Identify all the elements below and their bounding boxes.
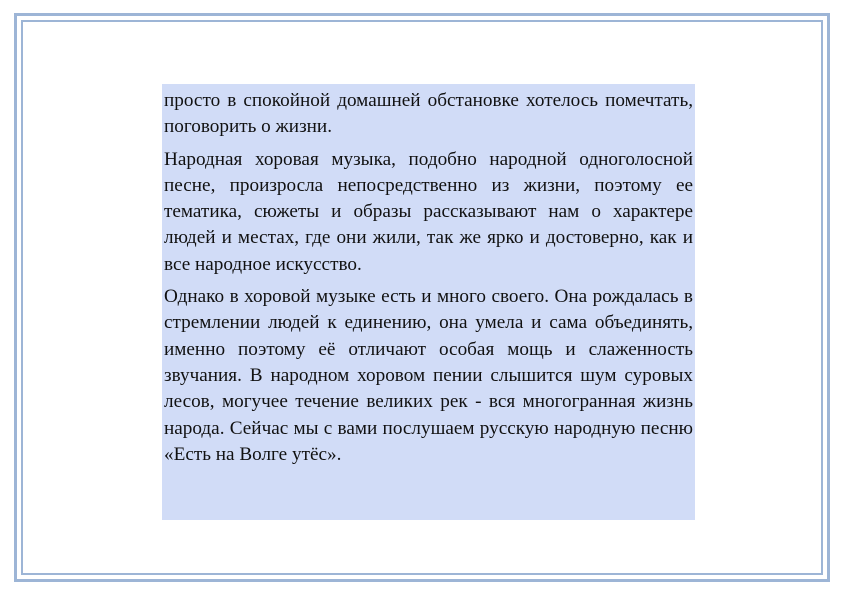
paragraph-3: Однако в хоровой музыке есть и много своего. Она рождалась в стремлении людей к единению, она умела и сама объединять, именно поэтому её отличают особая мощь и слаженность звучания. В народном хоровом пении слышится шум суровых лесов, могучее течение великих рек - вся многогранная жизнь народа. Сейчас мы с вами послушаем русскую народную песню «Есть на Волге утёс». bbox=[164, 286, 693, 465]
paragraph-2: Народная хоровая музыка, подобно народной одноголосной песне, произросла непосредственно из жизни, поэтому ее тематика, сюжеты и образы рассказывают нам о характере людей и местах, где они жили, так же ярко и достоверно, как и все народное искусство. bbox=[164, 148, 693, 275]
paragraph-1: просто в спокойной домашней обстановке хотелось помечтать, поговорить о жизни. bbox=[164, 90, 693, 138]
text-block bbox=[162, 84, 695, 520]
